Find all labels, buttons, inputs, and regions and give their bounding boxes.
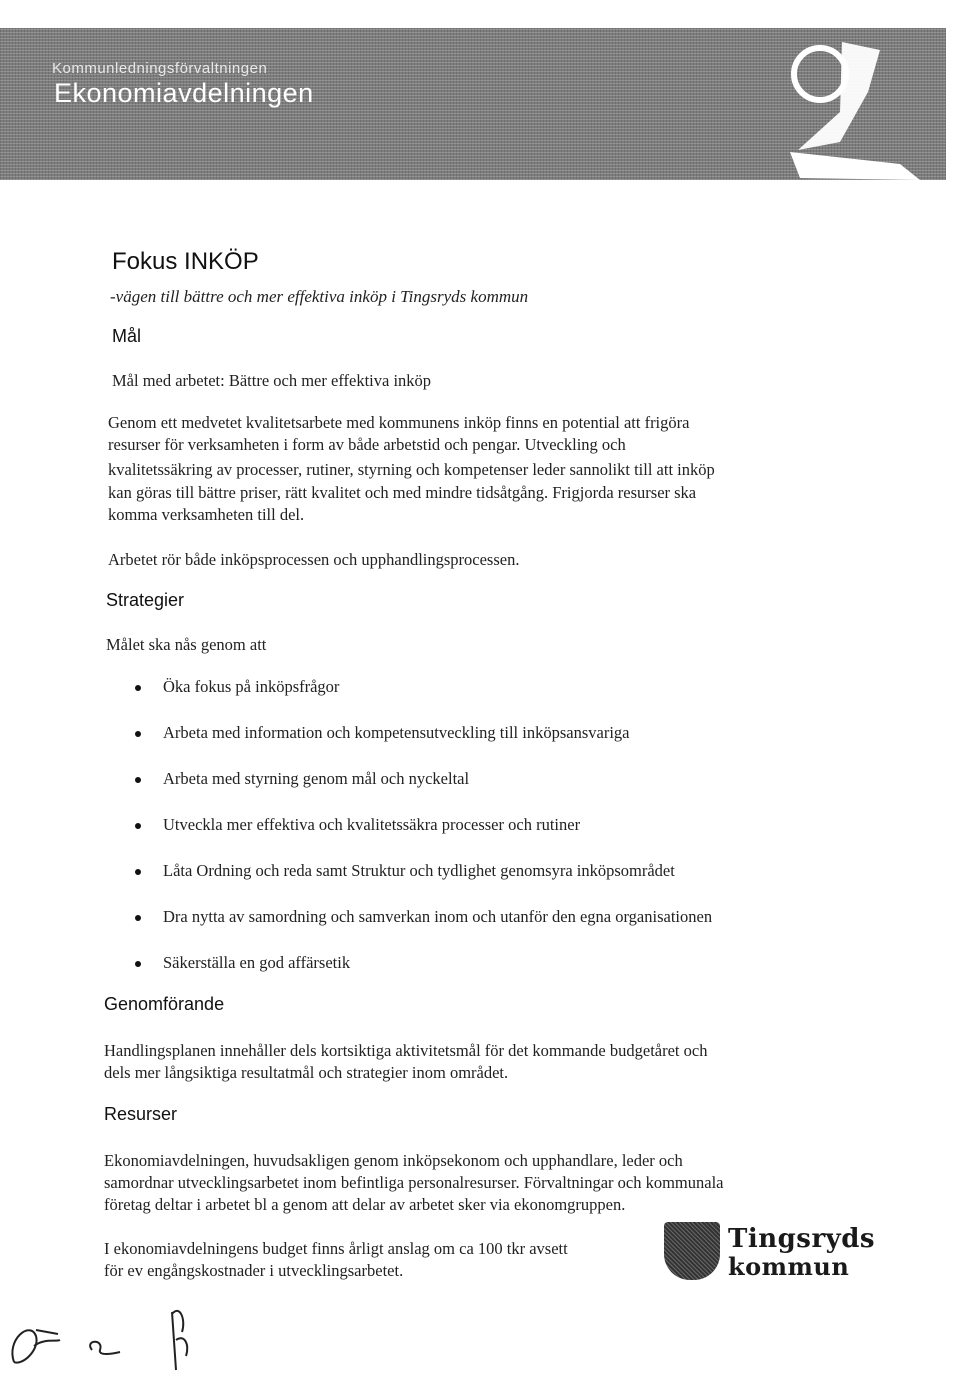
strategy-intro: Målet ska nås genom att xyxy=(106,635,267,654)
goal-statement: Mål med arbetet: Bättre och mer effektiva inköp xyxy=(112,371,432,390)
municipality-logo xyxy=(664,1222,876,1282)
scope-statement: Arbetet rör både inköpsprocessen och upphandlingsprocessen. xyxy=(108,550,520,569)
resources-line: Ekonomiavdelningen, huvudsakligen genom inköpsekonom och upphandlare, leder och xyxy=(104,1151,683,1170)
heading-strategier: Strategier xyxy=(106,590,185,610)
coat-of-arms-icon xyxy=(664,1222,720,1280)
heading-mal: Mål xyxy=(112,326,142,346)
goal-paragraph-line: kan göras till bättre priser, rätt kvalitet och med mindre tidsåtgång. Frigjorda resurser ska xyxy=(108,483,697,502)
header-department: Ekonomiavdelningen xyxy=(54,78,314,108)
strategy-list xyxy=(130,676,712,998)
goal-paragraph-line: Genom ett medvetet kvalitetsarbete med kommunens inköp finns en potential att frigöra xyxy=(108,413,690,432)
document-subtitle: -vägen till bättre och mer effektiva inköp i Tingsryds kommun xyxy=(110,287,529,306)
resources-line: samordnar utvecklingsarbetet inom befintliga personalresurser. Förvaltningar och kommunala xyxy=(104,1173,724,1192)
implementation-line: dels mer långsiktiga resultatmål och strategier inom området. xyxy=(104,1063,509,1082)
implementation-line: Handlingsplanen innehåller dels kortsiktiga aktivitetsmål för det kommande budgetåret och xyxy=(104,1041,708,1060)
handwritten-initials xyxy=(0,1300,230,1380)
strategy-item: Arbeta med styrning genom mål och nyckeltal xyxy=(130,768,712,814)
strategy-item: Säkerställa en god affärsetik xyxy=(130,952,712,998)
header-department-small: Kommunledningsförvaltningen xyxy=(52,60,268,77)
municipality-emblem-icon xyxy=(780,32,920,182)
budget-line: I ekonomiavdelningens budget finns årligt anslag om ca 100 tkr avsett xyxy=(104,1239,568,1258)
budget-line: för ev engångskostnader i utvecklingsarbetet. xyxy=(104,1261,404,1280)
strategy-item: Utveckla mer effektiva och kvalitetssäkra processer och rutiner xyxy=(130,814,712,860)
strategy-item: Arbeta med information och kompetensutveckling till inköpsansvariga xyxy=(130,722,712,768)
document-title: Fokus INKÖP xyxy=(112,248,259,275)
strategy-item: Dra nytta av samordning och samverkan inom och utanför den egna organisationen xyxy=(130,906,712,952)
goal-paragraph-line: kvalitetssäkring av processer, rutiner, styrning och kompetenser leder sannolikt till att inköp xyxy=(108,460,715,479)
heading-genomforande: Genomförande xyxy=(104,994,225,1014)
logo-text-line2: kommun xyxy=(728,1252,850,1281)
resources-line: företag deltar i arbetet bl a genom att delar av arbetet sker via ekonomgruppen. xyxy=(104,1195,626,1214)
heading-resurser: Resurser xyxy=(104,1104,178,1124)
logo-text-line1: Tingsryds xyxy=(728,1224,876,1254)
goal-paragraph-line: komma verksamheten till del. xyxy=(108,505,305,524)
strategy-item: Låta Ordning och reda samt Struktur och tydlighet genomsyra inköpsområdet xyxy=(130,860,712,906)
goal-paragraph-line: resurser för verksamheten i form av både arbetstid och pengar. Utveckling och xyxy=(108,435,626,454)
strategy-item: Öka fokus på inköpsfrågor xyxy=(130,676,712,722)
